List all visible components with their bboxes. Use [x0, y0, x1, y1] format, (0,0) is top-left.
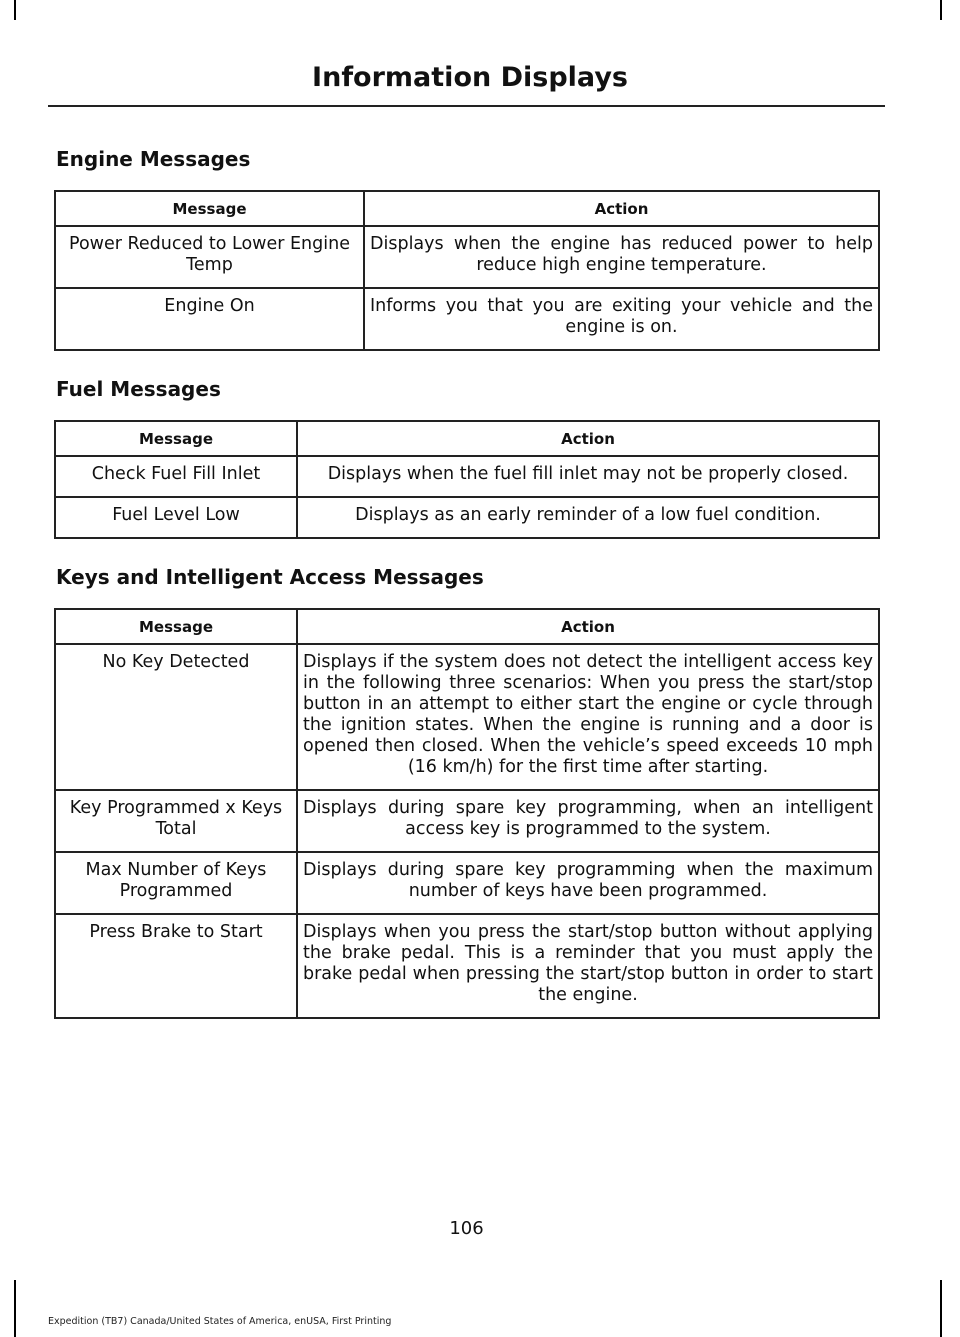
- table-header-row: [55, 609, 879, 644]
- action-cell: Informs you that you are exiting your vehicle and the engine is on.: [364, 288, 879, 350]
- column-header-action: Action: [297, 609, 879, 644]
- table-row: [55, 790, 879, 852]
- table-header-row: [55, 191, 879, 226]
- action-cell: Displays when the fuel fill inlet may not be properly closed.: [297, 456, 879, 497]
- fuel-messages-table: [54, 420, 880, 539]
- crop-mark-bottom-right: [940, 1280, 942, 1337]
- column-header-message: Message: [55, 609, 297, 644]
- page-title: Information Displays: [312, 62, 628, 93]
- header-rule: [48, 105, 885, 107]
- table-header-row: [55, 421, 879, 456]
- message-cell: Check Fuel Fill Inlet: [55, 456, 297, 497]
- engine-messages-heading: Engine Messages: [56, 147, 251, 171]
- fuel-messages-heading: Fuel Messages: [56, 377, 221, 401]
- keys-messages-heading: Keys and Intelligent Access Messages: [56, 565, 484, 589]
- action-cell: Displays when you press the start/stop button without applying the brake pedal. This is a reminder that you must apply the brake pedal when pressing the start/stop button in order to start the engine.: [297, 914, 879, 1018]
- table-row: [55, 644, 879, 790]
- action-cell: Displays during spare key programming, when an intelligent access key is programmed to the system.: [297, 790, 879, 852]
- action-cell: Displays as an early reminder of a low fuel condition.: [297, 497, 879, 538]
- table-row: [55, 226, 879, 288]
- message-cell: Engine On: [55, 288, 364, 350]
- column-header-action: Action: [364, 191, 879, 226]
- crop-mark-bottom-left: [14, 1280, 16, 1337]
- table-row: [55, 456, 879, 497]
- engine-messages-table: [54, 190, 880, 351]
- column-header-message: Message: [55, 421, 297, 456]
- table-row: [55, 497, 879, 538]
- table-row: [55, 852, 879, 914]
- message-cell: Max Number of Keys Programmed: [55, 852, 297, 914]
- footer-text: Expedition (TB7) Canada/United States of America, enUSA, First Printing: [48, 1316, 392, 1327]
- message-cell: Press Brake to Start: [55, 914, 297, 1018]
- column-header-message: Message: [55, 191, 364, 226]
- table-row: [55, 288, 879, 350]
- crop-mark-top-left: [14, 0, 16, 20]
- message-cell: No Key Detected: [55, 644, 297, 790]
- action-cell: Displays when the engine has reduced power to help reduce high engine temperature.: [364, 226, 879, 288]
- table-row: [55, 914, 879, 1018]
- page-number: 106: [449, 1218, 484, 1239]
- message-cell: Key Programmed x Keys Total: [55, 790, 297, 852]
- column-header-action: Action: [297, 421, 879, 456]
- action-cell: Displays during spare key programming when the maximum number of keys have been programmed.: [297, 852, 879, 914]
- crop-mark-top-right: [940, 0, 942, 20]
- action-cell: Displays if the system does not detect the intelligent access key in the following three scenarios: When you press the start/stop button in an attempt to either start the engine or cycle through the ignition states. When the engine is running and a door is opened then closed. When the vehicle’s speed exceeds 10 mph (16 km/h) for the first time after starting.: [297, 644, 879, 790]
- message-cell: Fuel Level Low: [55, 497, 297, 538]
- message-cell: Power Reduced to Lower Engine Temp: [55, 226, 364, 288]
- keys-messages-table: [54, 608, 880, 1019]
